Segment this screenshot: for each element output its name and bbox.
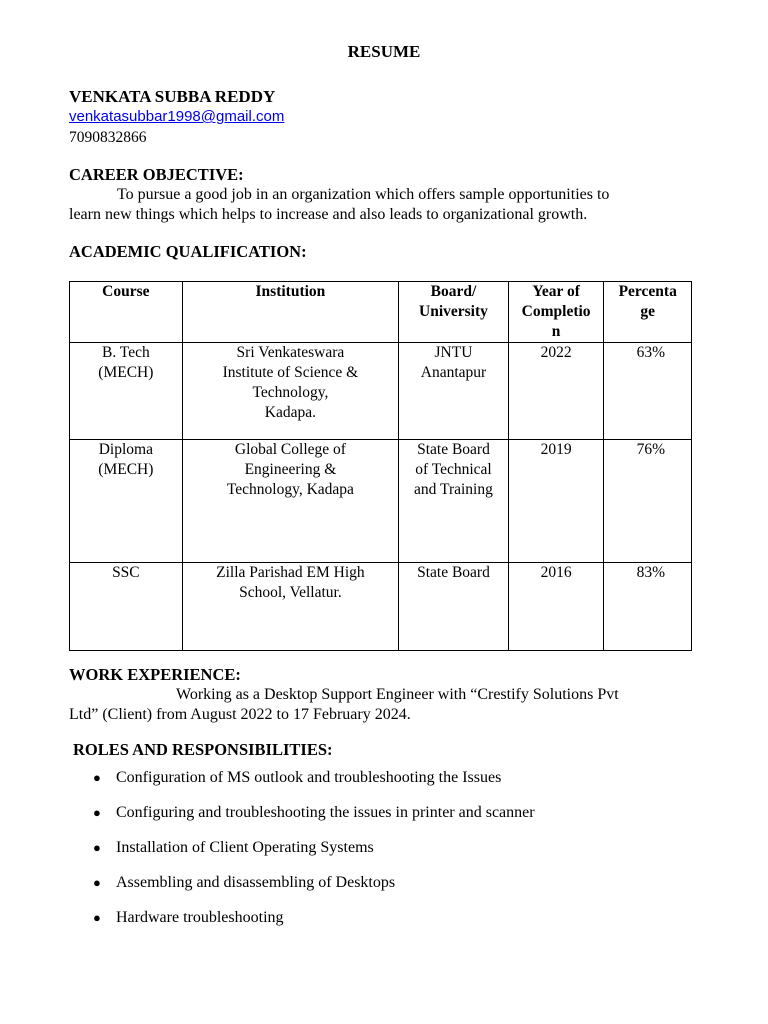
list-item: ● Hardware troubleshooting <box>93 909 284 926</box>
header-board: Board/ University <box>399 282 509 343</box>
candidate-name: VENKATA SUBBA REDDY <box>69 87 276 106</box>
career-objective-text <box>69 185 689 225</box>
bullet-icon: ● <box>93 840 101 855</box>
list-item: ● Installation of Client Operating Systems <box>93 839 374 856</box>
work-experience-heading: WORK EXPERIENCE: <box>69 665 241 684</box>
table-header-row <box>70 282 692 343</box>
cell-institution: Global College of Engineering & Technology, Kadapa <box>182 440 398 563</box>
bullet-icon: ● <box>93 770 101 785</box>
table-row <box>70 440 692 563</box>
cell-institution: Sri Venkateswara Institute of Science & Technology, Kadapa. <box>182 343 398 440</box>
roles-heading: ROLES AND RESPONSIBILITIES: <box>73 740 333 759</box>
cell-percentage: 76% <box>604 440 692 563</box>
work-experience-text <box>69 685 689 725</box>
cell-institution: Zilla Parishad EM High School, Vellatur. <box>182 563 398 651</box>
cell-course: B. Tech (MECH) <box>70 343 183 440</box>
cell-board: State Board <box>399 563 509 651</box>
cell-percentage: 63% <box>604 343 692 440</box>
bullet-icon: ● <box>93 805 101 820</box>
cell-course: SSC <box>70 563 183 651</box>
career-objective-line-1: To pursue a good job in an organization which offers sample opportunities to <box>117 186 610 203</box>
header-course: Course <box>70 282 183 343</box>
cell-course: Diploma (MECH) <box>70 440 183 563</box>
cell-board: State Board of Technical and Training <box>399 440 509 563</box>
bullet-icon: ● <box>93 875 101 890</box>
academic-table <box>69 281 692 651</box>
list-item: ● Configuration of MS outlook and troubleshooting the Issues <box>93 769 502 786</box>
bullet-icon: ● <box>93 910 101 925</box>
header-institution: Institution <box>182 282 398 343</box>
work-experience-line-1: Working as a Desktop Support Engineer with “Crestify Solutions Pvt <box>176 686 619 703</box>
cell-year: 2016 <box>508 563 604 651</box>
roles-list <box>69 768 535 943</box>
table-row <box>70 343 692 440</box>
document-title: RESUME <box>347 42 421 61</box>
cell-year: 2019 <box>508 440 604 563</box>
phone-number: 7090832866 <box>69 129 147 146</box>
table-row <box>70 563 692 651</box>
work-experience-line-2: Ltd” (Client) from August 2022 to 17 February 2024. <box>69 706 411 723</box>
cell-percentage: 83% <box>604 563 692 651</box>
header-year: Year of Completio n <box>508 282 604 343</box>
cell-board: JNTU Anantapur <box>399 343 509 440</box>
academic-heading: ACADEMIC QUALIFICATION: <box>69 242 307 261</box>
email-link[interactable]: venkatasubbar1998@gmail.com <box>69 108 285 125</box>
list-item: ● Configuring and troubleshooting the issues in printer and scanner <box>93 804 535 821</box>
list-item: ● Assembling and disassembling of Desktops <box>93 874 396 891</box>
cell-year: 2022 <box>508 343 604 440</box>
career-objective-heading: CAREER OBJECTIVE: <box>69 165 244 184</box>
career-objective-line-2: learn new things which helps to increase and also leads to organizational growth. <box>69 206 588 223</box>
header-percentage: Percenta ge <box>604 282 692 343</box>
